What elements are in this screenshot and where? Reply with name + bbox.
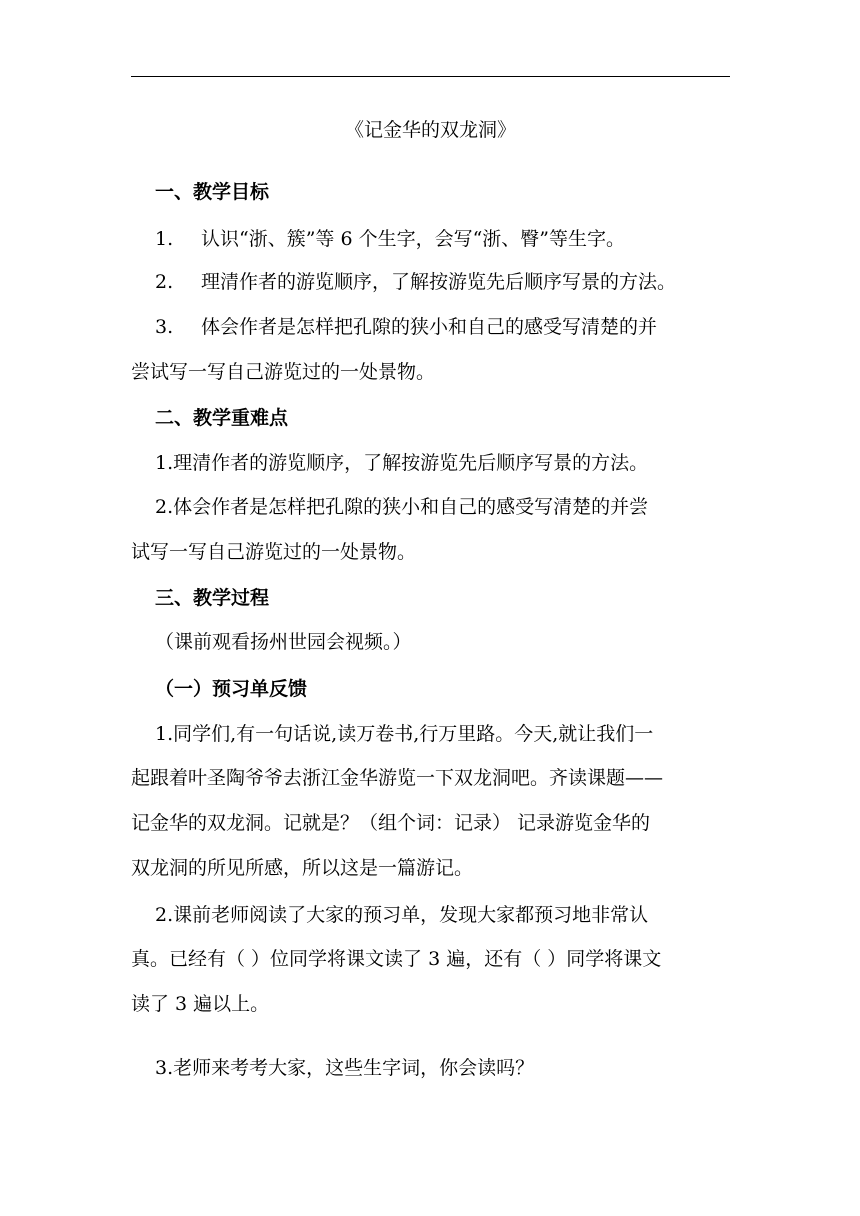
paragraph-2-line: 2.课前老师阅读了大家的预习单，发现大家都预习地非常认 — [155, 904, 649, 926]
goal-item-number: 2. — [155, 271, 174, 293]
goal-item-3-continuation: 尝试写一写自己游览过的一处景物。 — [131, 361, 436, 383]
header-rule — [131, 76, 730, 77]
goal-item-number: 3. — [155, 316, 174, 338]
key-point-2: 2.体会作者是怎样把孔隙的狭小和自己的感受写清楚的并尝 — [155, 496, 649, 518]
section-heading-goals: 一、教学目标 — [155, 181, 270, 203]
paragraph-1-line: 双龙洞的所见所感，所以这是一篇游记。 — [131, 857, 474, 879]
paragraph-2-line: 真。已经有（ ）位同学将课文读了 3 遍，还有（ ）同学将课文 — [131, 948, 662, 970]
sub-heading-preview-feedback: （一）预习单反馈 — [155, 678, 308, 700]
goal-item-text: 理清作者的游览顺序，了解按游览先后顺序写景的方法。 — [201, 271, 677, 293]
section-heading-key-points: 二、教学重难点 — [155, 407, 289, 429]
paragraph-3: 3.老师来考考大家，这些生字词，你会读吗？ — [155, 1057, 535, 1079]
paragraph-1-line: 起跟着叶圣陶爷爷去浙江金华游览一下双龙洞吧。齐读课题—— — [131, 767, 664, 789]
goal-item-text: 体会作者是怎样把孔隙的狭小和自己的感受写清楚的并 — [201, 316, 658, 338]
goal-item-number: 1. — [155, 228, 174, 250]
key-point-1: 1.理清作者的游览顺序，了解按游览先后顺序写景的方法。 — [155, 452, 649, 474]
goal-item-text: 认识“浙、簇”等 6 个生字，会写“浙、臀”等生字。 — [201, 228, 626, 250]
document-title: 《记金华的双龙洞》 — [344, 119, 516, 141]
process-note: （课前观看扬州世园会视频。） — [155, 631, 412, 653]
paragraph-1-line: 1.同学们,有一句话说,读万卷书,行万里路。今天,就让我们一 — [155, 723, 654, 745]
goal-item-2 — [155, 270, 676, 294]
paragraph-1-line: 记金华的双龙洞。记就是？（组个词：记录） 记录游览金华的 — [131, 812, 651, 834]
goal-item-1 — [155, 227, 625, 251]
key-point-2-continuation: 试写一写自己游览过的一处景物。 — [131, 541, 417, 563]
paragraph-2-line: 读了 3 遍以上。 — [131, 993, 270, 1015]
section-heading-process: 三、教学过程 — [155, 587, 270, 609]
goal-item-3 — [155, 315, 657, 339]
